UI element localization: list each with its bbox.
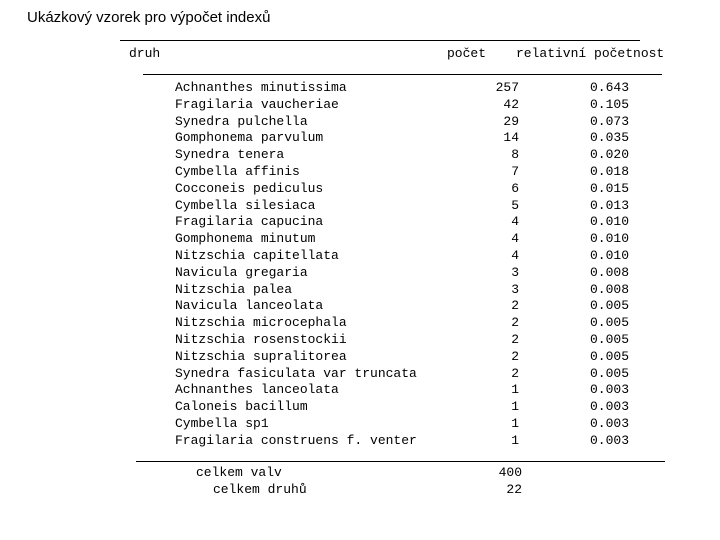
table-row <box>0 282 720 299</box>
total-species-value: 22 <box>506 482 522 497</box>
relative-abundance: 0.643 <box>589 80 629 95</box>
species-name: Cymbella sp1 <box>175 415 269 431</box>
total-valves-label: celkem valv <box>196 465 282 480</box>
relative-abundance: 0.018 <box>589 163 629 179</box>
table-row <box>0 399 720 416</box>
relative-abundance: 0.005 <box>589 331 629 347</box>
species-name: Synedra fasiculata var truncata <box>175 365 417 381</box>
species-count: 1 <box>511 432 519 448</box>
table-row <box>0 231 720 248</box>
species-name: Cymbella silesiaca <box>175 197 316 213</box>
page-title: Ukázkový vzorek pro výpočet indexů <box>27 9 271 26</box>
species-count: 4 <box>511 231 519 247</box>
species-count: 3 <box>511 264 519 280</box>
species-name: Cocconeis pediculus <box>175 180 324 196</box>
relative-abundance: 0.010 <box>589 214 629 230</box>
species-name: Caloneis bacillum <box>175 399 308 415</box>
species-name: Nitzschia rosenstockii <box>175 331 347 347</box>
table-row <box>0 416 720 433</box>
header-species: druh <box>129 46 161 61</box>
species-count: 1 <box>511 415 519 431</box>
table-row <box>0 265 720 282</box>
relative-abundance: 0.008 <box>589 281 629 297</box>
species-count: 7 <box>511 163 519 179</box>
species-count: 2 <box>511 298 519 314</box>
relative-abundance: 0.005 <box>589 365 629 381</box>
species-name: Fragilaria construens f. venter <box>175 432 417 448</box>
relative-abundance: 0.005 <box>589 298 629 314</box>
relative-abundance: 0.013 <box>589 197 629 213</box>
species-count: 42 <box>503 96 519 112</box>
species-name: Synedra pulchella <box>175 113 308 129</box>
species-count: 2 <box>511 315 519 331</box>
species-count: 29 <box>503 113 519 129</box>
species-name: Gomphonema minutum <box>175 231 316 247</box>
relative-abundance: 0.008 <box>589 264 629 280</box>
species-name: Fragilaria vaucheriae <box>175 96 339 112</box>
relative-abundance: 0.005 <box>589 348 629 364</box>
header-count: počet <box>447 46 487 61</box>
total-species-label: celkem druhů <box>213 482 307 497</box>
species-name: Cymbella affinis <box>175 163 300 179</box>
species-count: 2 <box>511 348 519 364</box>
species-name: Navicula gregaria <box>175 264 308 280</box>
table-row <box>0 298 720 315</box>
relative-abundance: 0.003 <box>589 432 629 448</box>
table-row <box>0 248 720 265</box>
species-count: 2 <box>511 365 519 381</box>
header-relative: relativní početnost <box>516 46 665 61</box>
species-count: 4 <box>511 214 519 230</box>
relative-abundance: 0.035 <box>589 130 629 146</box>
species-name: Fragilaria capucina <box>175 214 324 230</box>
species-count: 5 <box>511 197 519 213</box>
species-name: Nitzschia palea <box>175 281 293 297</box>
total-valves-value: 400 <box>498 465 522 480</box>
table-row <box>0 382 720 399</box>
species-name: Nitzschia microcephala <box>175 315 347 331</box>
species-count: 4 <box>511 247 519 263</box>
relative-abundance: 0.015 <box>589 180 629 196</box>
species-count: 14 <box>503 130 519 146</box>
table-row <box>0 433 720 450</box>
species-name: Navicula lanceolata <box>175 298 324 314</box>
species-count: 6 <box>511 180 519 196</box>
species-name: Achnanthes lanceolata <box>175 382 339 398</box>
species-name: Nitzschia supralitorea <box>175 348 347 364</box>
table-row <box>0 198 720 215</box>
table-row <box>0 214 720 231</box>
species-name: Achnanthes minutissima <box>175 80 347 95</box>
species-count: 257 <box>495 80 519 95</box>
table-row <box>0 349 720 366</box>
relative-abundance: 0.005 <box>589 315 629 331</box>
relative-abundance: 0.003 <box>589 382 629 398</box>
species-name: Synedra tenera <box>175 147 285 163</box>
relative-abundance: 0.010 <box>589 247 629 263</box>
species-count: 8 <box>511 147 519 163</box>
relative-abundance: 0.003 <box>589 399 629 415</box>
species-count: 3 <box>511 281 519 297</box>
table-row <box>0 181 720 198</box>
species-name: Gomphonema parvulum <box>175 130 324 146</box>
species-count: 2 <box>511 331 519 347</box>
table-row <box>0 97 720 114</box>
table-row <box>0 80 720 97</box>
species-table <box>0 80 720 450</box>
species-name: Nitzschia capitellata <box>175 247 339 263</box>
table-row <box>0 130 720 147</box>
relative-abundance: 0.003 <box>589 415 629 431</box>
species-count: 1 <box>511 382 519 398</box>
top-rule <box>120 40 640 41</box>
header-rule <box>143 74 662 75</box>
relative-abundance: 0.020 <box>589 147 629 163</box>
table-row <box>0 164 720 181</box>
table-row <box>0 332 720 349</box>
species-count: 1 <box>511 399 519 415</box>
table-row <box>0 114 720 131</box>
table-row <box>0 147 720 164</box>
relative-abundance: 0.073 <box>589 113 629 129</box>
relative-abundance: 0.105 <box>589 96 629 112</box>
table-row <box>0 366 720 383</box>
table-row <box>0 315 720 332</box>
relative-abundance: 0.010 <box>589 231 629 247</box>
bottom-rule <box>136 461 665 462</box>
